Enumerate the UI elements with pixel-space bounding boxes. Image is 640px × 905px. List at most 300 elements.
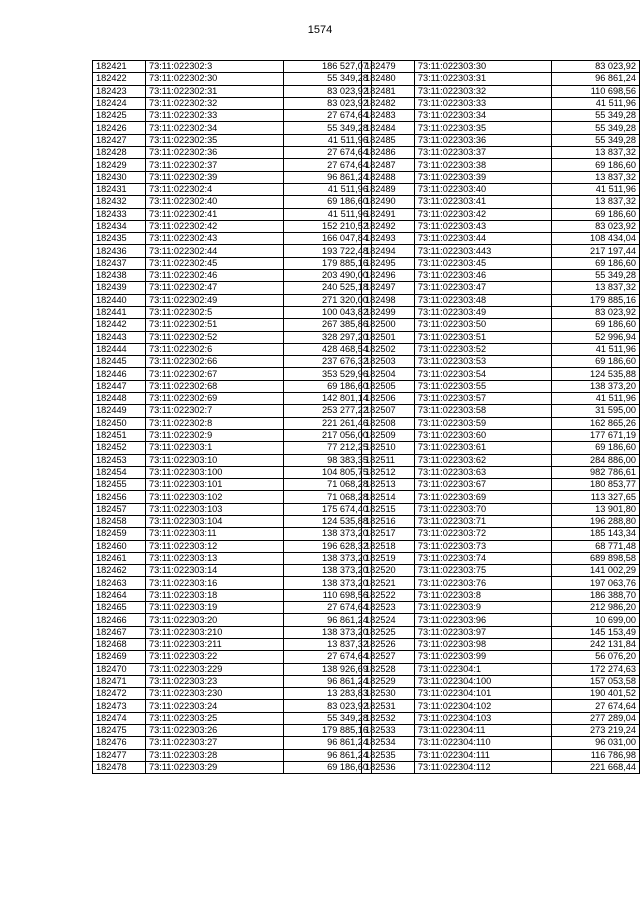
cadastral-number-cell: 73:11:022303:49: [414, 306, 551, 318]
row-number-cell: 182519: [362, 552, 415, 564]
row-number-cell: 182455: [93, 479, 146, 491]
cadastral-number-cell: 73:11:022303:58: [414, 405, 551, 417]
cadastral-number-cell: 73:11:022303:47: [414, 282, 551, 294]
row-number-cell: 182463: [93, 577, 146, 589]
table-row: [362, 577, 640, 589]
cadastral-number-cell: 73:11:022302:4: [146, 183, 284, 195]
row-number-cell: 182501: [362, 331, 415, 343]
table-row: [362, 589, 640, 601]
row-number-cell: 182421: [93, 61, 146, 73]
cadastral-number-cell: 73:11:022303:101: [146, 479, 284, 491]
value-cell: 55 349,28: [284, 73, 372, 85]
row-number-cell: 182475: [93, 725, 146, 737]
value-cell: 27 674,64: [284, 147, 372, 159]
table-row: [93, 491, 372, 503]
table-row: [93, 552, 372, 564]
cadastral-number-cell: 73:11:022303:98: [414, 638, 551, 650]
row-number-cell: 182482: [362, 97, 415, 109]
row-number-cell: 182534: [362, 737, 415, 749]
table-row: [93, 282, 372, 294]
cadastral-number-cell: 73:11:022303:26: [146, 725, 284, 737]
value-cell: 186 388,70: [552, 589, 640, 601]
row-number-cell: 182438: [93, 270, 146, 282]
table-row: [362, 159, 640, 171]
value-cell: 13 283,83: [284, 688, 372, 700]
cadastral-number-cell: 73:11:022303:50: [414, 319, 551, 331]
cadastral-number-cell: 73:11:022302:51: [146, 319, 284, 331]
cadastral-number-cell: 73:11:022303:27: [146, 737, 284, 749]
row-number-cell: 182509: [362, 429, 415, 441]
value-cell: 353 529,96: [284, 368, 372, 380]
table-row: [362, 196, 640, 208]
table-row: [362, 110, 640, 122]
value-cell: 56 076,20: [552, 651, 640, 663]
table-row: [93, 171, 372, 183]
row-number-cell: 182489: [362, 183, 415, 195]
cadastral-number-cell: 73:11:022302:5: [146, 306, 284, 318]
row-number-cell: 182447: [93, 380, 146, 392]
value-cell: 83 023,92: [552, 306, 640, 318]
table-row: [362, 368, 640, 380]
table-row: [93, 134, 372, 146]
value-cell: 271 320,00: [284, 294, 372, 306]
value-cell: 27 674,64: [552, 700, 640, 712]
row-number-cell: 182473: [93, 700, 146, 712]
table-row: [93, 528, 372, 540]
value-cell: 27 674,64: [284, 159, 372, 171]
table-row: [362, 565, 640, 577]
row-number-cell: 182457: [93, 503, 146, 515]
table-row: [93, 737, 372, 749]
cadastral-number-cell: 73:11:022303:63: [414, 466, 551, 478]
table-row: [362, 97, 640, 109]
value-cell: 83 023,92: [284, 85, 372, 97]
table-row: [362, 602, 640, 614]
row-number-cell: 182499: [362, 306, 415, 318]
cadastral-number-cell: 73:11:022302:52: [146, 331, 284, 343]
row-number-cell: 182485: [362, 134, 415, 146]
row-number-cell: 182495: [362, 257, 415, 269]
value-cell: 237 676,32: [284, 356, 372, 368]
value-cell: 55 349,28: [284, 712, 372, 724]
cadastral-number-cell: 73:11:022303:13: [146, 552, 284, 564]
table-row: [93, 540, 372, 552]
table-row: [93, 393, 372, 405]
table-row: [93, 638, 372, 650]
row-number-cell: 182477: [93, 749, 146, 761]
row-number-cell: 182510: [362, 442, 415, 454]
table-row: [362, 220, 640, 232]
value-cell: 69 186,60: [552, 257, 640, 269]
value-cell: 96 861,24: [284, 749, 372, 761]
value-cell: 428 468,54: [284, 343, 372, 355]
value-cell: 69 186,60: [552, 319, 640, 331]
cadastral-number-cell: 73:11:022303:16: [146, 577, 284, 589]
value-cell: 69 186,60: [284, 380, 372, 392]
cadastral-number-cell: 73:11:022302:35: [146, 134, 284, 146]
cadastral-number-cell: 73:11:022304:1: [414, 663, 551, 675]
table-row: [362, 712, 640, 724]
cadastral-number-cell: 73:11:022303:25: [146, 712, 284, 724]
row-number-cell: 182424: [93, 97, 146, 109]
row-number-cell: 182430: [93, 171, 146, 183]
row-number-cell: 182520: [362, 565, 415, 577]
cadastral-number-cell: 73:11:022303:57: [414, 393, 551, 405]
table-row: [362, 638, 640, 650]
cadastral-number-cell: 73:11:022303:102: [146, 491, 284, 503]
row-number-cell: 182470: [93, 663, 146, 675]
row-number-cell: 182452: [93, 442, 146, 454]
row-number-cell: 182456: [93, 491, 146, 503]
row-number-cell: 182458: [93, 515, 146, 527]
cadastral-number-cell: 73:11:022303:99: [414, 651, 551, 663]
row-number-cell: 182461: [93, 552, 146, 564]
value-cell: 172 274,63: [552, 663, 640, 675]
row-number-cell: 182505: [362, 380, 415, 392]
value-cell: 96 031,00: [552, 737, 640, 749]
row-number-cell: 182427: [93, 134, 146, 146]
row-number-cell: 182432: [93, 196, 146, 208]
value-cell: 138 373,20: [284, 626, 372, 638]
table-row: [362, 147, 640, 159]
row-number-cell: 182506: [362, 393, 415, 405]
table-row: [362, 417, 640, 429]
row-number-cell: 182451: [93, 429, 146, 441]
table-row: [93, 712, 372, 724]
value-cell: 267 385,86: [284, 319, 372, 331]
table-row: [362, 85, 640, 97]
value-cell: 212 986,20: [552, 602, 640, 614]
value-cell: 41 511,96: [284, 208, 372, 220]
value-cell: 104 805,75: [284, 466, 372, 478]
cadastral-number-cell: 73:11:022303:52: [414, 343, 551, 355]
table-row: [362, 466, 640, 478]
table-row: [93, 515, 372, 527]
row-number-cell: 182523: [362, 602, 415, 614]
table-row: [93, 700, 372, 712]
cadastral-number-cell: 73:11:022303:60: [414, 429, 551, 441]
cadastral-number-cell: 73:11:022302:42: [146, 220, 284, 232]
row-number-cell: 182425: [93, 110, 146, 122]
row-number-cell: 182429: [93, 159, 146, 171]
value-cell: 124 535,88: [284, 515, 372, 527]
cadastral-number-cell: 73:11:022303:59: [414, 417, 551, 429]
value-cell: 52 996,94: [552, 331, 640, 343]
value-cell: 69 186,60: [284, 761, 372, 773]
row-number-cell: 182474: [93, 712, 146, 724]
row-number-cell: 182504: [362, 368, 415, 380]
value-cell: 27 674,64: [284, 602, 372, 614]
table-row: [362, 429, 640, 441]
table-row: [362, 454, 640, 466]
value-cell: 71 068,28: [284, 479, 372, 491]
row-number-cell: 182487: [362, 159, 415, 171]
value-cell: 71 068,28: [284, 491, 372, 503]
value-cell: 96 861,24: [284, 171, 372, 183]
table-row: [362, 245, 640, 257]
cadastral-number-cell: 73:11:022303:70: [414, 503, 551, 515]
row-number-cell: 182514: [362, 491, 415, 503]
table-row: [362, 515, 640, 527]
value-cell: 221 668,44: [552, 761, 640, 773]
row-number-cell: 182518: [362, 540, 415, 552]
table-row: [93, 565, 372, 577]
table-row: [93, 220, 372, 232]
row-number-cell: 182524: [362, 614, 415, 626]
table-row: [362, 134, 640, 146]
row-number-cell: 182502: [362, 343, 415, 355]
table-row: [362, 122, 640, 134]
value-cell: 196 288,80: [552, 515, 640, 527]
row-number-cell: 182431: [93, 183, 146, 195]
value-cell: 196 628,32: [284, 540, 372, 552]
row-number-cell: 182449: [93, 405, 146, 417]
row-number-cell: 182428: [93, 147, 146, 159]
cadastral-number-cell: 73:11:022303:46: [414, 270, 551, 282]
cadastral-number-cell: 73:11:022304:112: [414, 761, 551, 773]
value-cell: 138 373,20: [284, 552, 372, 564]
value-cell: 41 511,96: [552, 97, 640, 109]
table-row: [93, 761, 372, 773]
cadastral-number-cell: 73:11:022303:48: [414, 294, 551, 306]
register-table-left: [92, 60, 372, 774]
value-cell: 55 349,28: [552, 110, 640, 122]
table-row: [362, 626, 640, 638]
table-row: [93, 110, 372, 122]
table-row: [93, 61, 372, 73]
row-number-cell: 182490: [362, 196, 415, 208]
table-row: [93, 356, 372, 368]
table-row: [362, 319, 640, 331]
cadastral-number-cell: 73:11:022303:9: [414, 602, 551, 614]
table-row: [93, 73, 372, 85]
value-cell: 217 056,00: [284, 429, 372, 441]
cadastral-number-cell: 73:11:022303:55: [414, 380, 551, 392]
table-row: [93, 343, 372, 355]
row-number-cell: 182446: [93, 368, 146, 380]
cadastral-number-cell: 73:11:022304:103: [414, 712, 551, 724]
value-cell: 166 047,84: [284, 233, 372, 245]
table-row: [93, 368, 372, 380]
value-cell: 77 212,25: [284, 442, 372, 454]
value-cell: 142 801,14: [284, 393, 372, 405]
value-cell: 100 043,82: [284, 306, 372, 318]
cadastral-number-cell: 73:11:022303:51: [414, 331, 551, 343]
row-number-cell: 182529: [362, 675, 415, 687]
value-cell: 179 885,16: [284, 257, 372, 269]
row-number-cell: 182450: [93, 417, 146, 429]
value-cell: 138 926,69: [284, 663, 372, 675]
table-row: [93, 614, 372, 626]
table-row: [93, 208, 372, 220]
table-row: [362, 614, 640, 626]
table-row: [93, 749, 372, 761]
row-number-cell: 182483: [362, 110, 415, 122]
table-row: [362, 282, 640, 294]
cadastral-number-cell: 73:11:022302:43: [146, 233, 284, 245]
row-number-cell: 182435: [93, 233, 146, 245]
row-number-cell: 182479: [362, 61, 415, 73]
cadastral-number-cell: 73:11:022304:110: [414, 737, 551, 749]
value-cell: 13 837,32: [552, 171, 640, 183]
cadastral-number-cell: 73:11:022303:71: [414, 515, 551, 527]
value-cell: 13 837,32: [552, 147, 640, 159]
value-cell: 55 349,28: [284, 122, 372, 134]
table-row: [362, 540, 640, 552]
value-cell: 157 053,58: [552, 675, 640, 687]
value-cell: 185 143,34: [552, 528, 640, 540]
value-cell: 284 886,00: [552, 454, 640, 466]
table-row: [93, 196, 372, 208]
table-row: [93, 442, 372, 454]
table-row: [362, 663, 640, 675]
row-number-cell: 182515: [362, 503, 415, 515]
value-cell: 203 490,00: [284, 270, 372, 282]
row-number-cell: 182521: [362, 577, 415, 589]
cadastral-number-cell: 73:11:022303:40: [414, 183, 551, 195]
row-number-cell: 182465: [93, 602, 146, 614]
table-row: [93, 405, 372, 417]
page-number: 1574: [307, 24, 333, 36]
table-row: [93, 331, 372, 343]
row-number-cell: 182503: [362, 356, 415, 368]
value-cell: 240 525,18: [284, 282, 372, 294]
cadastral-number-cell: 73:11:022303:97: [414, 626, 551, 638]
row-number-cell: 182498: [362, 294, 415, 306]
value-cell: 27 674,64: [284, 110, 372, 122]
value-cell: 221 261,46: [284, 417, 372, 429]
cadastral-number-cell: 73:11:022303:30: [414, 61, 551, 73]
table-row: [362, 270, 640, 282]
row-number-cell: 182517: [362, 528, 415, 540]
cadastral-number-cell: 73:11:022302:6: [146, 343, 284, 355]
cadastral-number-cell: 73:11:022303:11: [146, 528, 284, 540]
row-number-cell: 182508: [362, 417, 415, 429]
value-cell: 13 901,80: [552, 503, 640, 515]
table-row: [362, 61, 640, 73]
value-cell: 138 373,20: [284, 577, 372, 589]
table-row: [362, 343, 640, 355]
value-cell: 190 401,52: [552, 688, 640, 700]
cadastral-number-cell: 73:11:022302:32: [146, 97, 284, 109]
table-row: [93, 688, 372, 700]
row-number-cell: 182493: [362, 233, 415, 245]
value-cell: 55 349,28: [552, 134, 640, 146]
row-number-cell: 182535: [362, 749, 415, 761]
row-number-cell: 182472: [93, 688, 146, 700]
cadastral-number-cell: 73:11:022303:14: [146, 565, 284, 577]
row-number-cell: 182466: [93, 614, 146, 626]
row-number-cell: 182444: [93, 343, 146, 355]
value-cell: 110 698,56: [284, 589, 372, 601]
table-row: [93, 257, 372, 269]
cadastral-number-cell: 73:11:022302:46: [146, 270, 284, 282]
cadastral-number-cell: 73:11:022303:1: [146, 442, 284, 454]
table-row: [93, 454, 372, 466]
cadastral-number-cell: 73:11:022303:73: [414, 540, 551, 552]
value-cell: 31 595,00: [552, 405, 640, 417]
table-row: [362, 491, 640, 503]
cadastral-number-cell: 73:11:022303:75: [414, 565, 551, 577]
value-cell: 96 861,24: [284, 737, 372, 749]
value-cell: 69 186,60: [552, 442, 640, 454]
cadastral-number-cell: 73:11:022302:7: [146, 405, 284, 417]
value-cell: 41 511,96: [552, 393, 640, 405]
value-cell: 179 885,16: [284, 725, 372, 737]
cadastral-number-cell: 73:11:022302:9: [146, 429, 284, 441]
row-number-cell: 182481: [362, 85, 415, 97]
row-number-cell: 182468: [93, 638, 146, 650]
cadastral-number-cell: 73:11:022302:8: [146, 417, 284, 429]
value-cell: 41 511,96: [284, 134, 372, 146]
row-number-cell: 182476: [93, 737, 146, 749]
row-number-cell: 182423: [93, 85, 146, 97]
value-cell: 689 898,58: [552, 552, 640, 564]
row-number-cell: 182507: [362, 405, 415, 417]
row-number-cell: 182426: [93, 122, 146, 134]
value-cell: 10 699,00: [552, 614, 640, 626]
table-row: [93, 589, 372, 601]
cadastral-number-cell: 73:11:022303:62: [414, 454, 551, 466]
value-cell: 13 837,32: [552, 282, 640, 294]
row-number-cell: 182443: [93, 331, 146, 343]
cadastral-number-cell: 73:11:022303:34: [414, 110, 551, 122]
table-row: [93, 663, 372, 675]
table-row: [362, 688, 640, 700]
value-cell: 83 023,92: [284, 97, 372, 109]
row-number-cell: 182469: [93, 651, 146, 663]
row-number-cell: 182526: [362, 638, 415, 650]
row-number-cell: 182478: [93, 761, 146, 773]
table-row: [362, 294, 640, 306]
value-cell: 253 277,22: [284, 405, 372, 417]
table-row: [362, 675, 640, 687]
value-cell: 982 786,61: [552, 466, 640, 478]
cadastral-number-cell: 73:11:022303:19: [146, 602, 284, 614]
table-row: [93, 675, 372, 687]
cadastral-number-cell: 73:11:022303:31: [414, 73, 551, 85]
value-cell: 328 297,20: [284, 331, 372, 343]
table-row: [93, 602, 372, 614]
table-row: [93, 122, 372, 134]
cadastral-number-cell: 73:11:022303:67: [414, 479, 551, 491]
table-row: [362, 208, 640, 220]
value-cell: 193 722,48: [284, 245, 372, 257]
cadastral-number-cell: 73:11:022302:67: [146, 368, 284, 380]
table-row: [362, 183, 640, 195]
cadastral-number-cell: 73:11:022302:69: [146, 393, 284, 405]
value-cell: 96 861,24: [284, 675, 372, 687]
value-cell: 41 511,96: [552, 183, 640, 195]
cadastral-number-cell: 73:11:022303:37: [414, 147, 551, 159]
value-cell: 69 186,60: [552, 159, 640, 171]
cadastral-number-cell: 73:11:022303:18: [146, 589, 284, 601]
row-number-cell: 182467: [93, 626, 146, 638]
cadastral-number-cell: 73:11:022303:76: [414, 577, 551, 589]
row-number-cell: 182494: [362, 245, 415, 257]
value-cell: 96 861,24: [284, 614, 372, 626]
value-cell: 152 210,52: [284, 220, 372, 232]
table-row: [362, 356, 640, 368]
value-cell: 186 527,07: [284, 61, 372, 73]
row-number-cell: 182525: [362, 626, 415, 638]
value-cell: 83 023,92: [284, 700, 372, 712]
value-cell: 108 434,04: [552, 233, 640, 245]
cadastral-number-cell: 73:11:022303:36: [414, 134, 551, 146]
cadastral-number-cell: 73:11:022304:100: [414, 675, 551, 687]
cadastral-number-cell: 73:11:022303:61: [414, 442, 551, 454]
table-row: [93, 233, 372, 245]
